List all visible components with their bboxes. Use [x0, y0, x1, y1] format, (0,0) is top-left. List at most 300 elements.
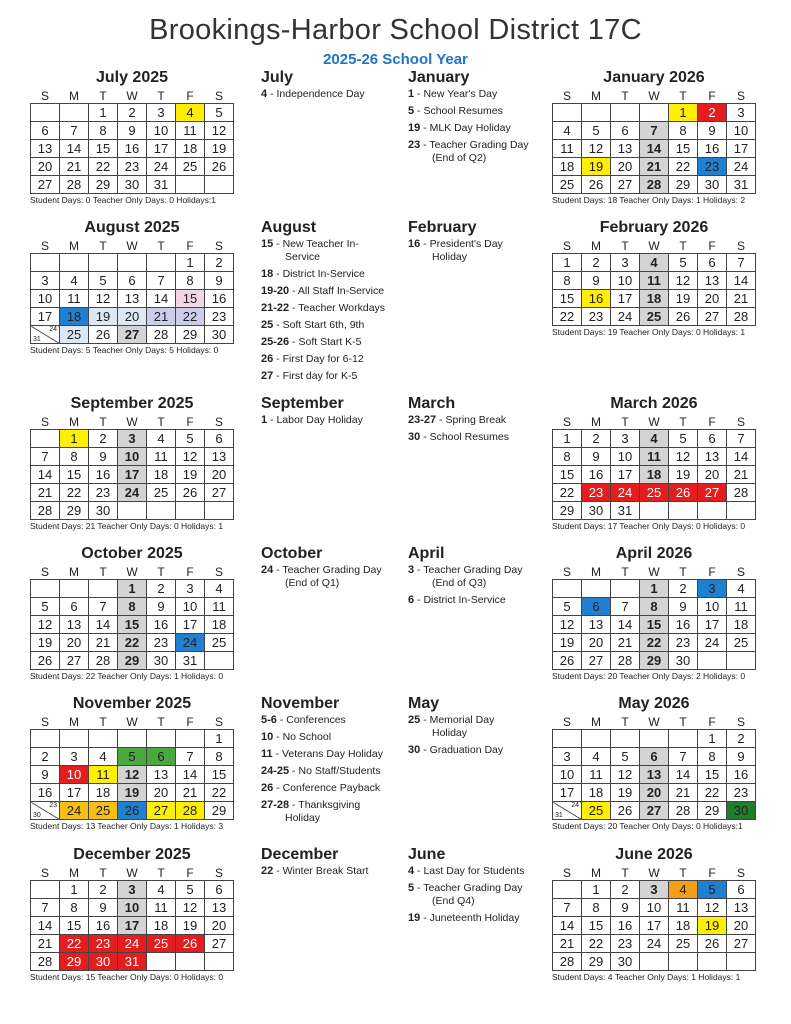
day-cell: 7: [727, 430, 756, 448]
day-cell: 9: [31, 766, 60, 784]
day-cell: 16: [147, 616, 176, 634]
day-cell: 28: [147, 326, 176, 344]
event-date: 3: [408, 564, 415, 576]
day-cell: 31: [611, 502, 640, 520]
weekday-label: F: [186, 714, 194, 729]
day-cell: 2: [727, 730, 756, 748]
weekday-label: T: [621, 414, 629, 429]
day-cell: 2: [89, 430, 118, 448]
day-cell: 22: [553, 484, 582, 502]
events-heading: September: [261, 395, 344, 412]
event-date: 5: [408, 882, 415, 894]
weekday-label: M: [69, 714, 79, 729]
day-cell: 29: [118, 652, 147, 670]
day-cell: 3: [118, 881, 147, 899]
weekday-label: M: [591, 865, 601, 880]
event-date: 19: [408, 122, 421, 134]
day-cell: 17: [31, 308, 60, 326]
event-item: 19 - Juneteenth Holiday: [408, 912, 520, 924]
event-description: School Resumes: [429, 431, 509, 443]
day-cell: 28: [640, 176, 669, 194]
event-description: No Staff/Students: [298, 765, 381, 777]
day-cell: 25: [147, 484, 176, 502]
events-column: [261, 218, 403, 387]
month-title: March 2026: [610, 395, 698, 412]
month-stats: Student Days: 4 Teacher Only Days: 1 Holidays: 1: [552, 972, 741, 982]
event-item: 1 - New Year's Day: [408, 88, 498, 100]
day-cell: 11: [640, 448, 669, 466]
month-calendar: [552, 845, 756, 982]
day-cell: 27: [31, 176, 60, 194]
day-cell: 6: [727, 881, 756, 899]
day-cell: 19: [669, 466, 698, 484]
empty-day-cell: [31, 730, 60, 748]
day-cell: 15: [553, 290, 582, 308]
day-cell: 18: [60, 308, 89, 326]
day-cell: 8: [205, 748, 234, 766]
day-cell: 19: [31, 634, 60, 652]
empty-day-cell: [669, 502, 698, 520]
day-cell: 2: [611, 881, 640, 899]
week-row: [553, 784, 756, 802]
day-cell: 25: [147, 935, 176, 953]
day-cell: 15: [205, 766, 234, 784]
event-item: 5 - Teacher Grading Day (End Q4): [408, 882, 550, 908]
day-cell: 14: [31, 466, 60, 484]
weekday-label: S: [562, 564, 571, 579]
week-row: [553, 466, 756, 484]
day-cell: 24: [727, 158, 756, 176]
month-calendar: [552, 68, 756, 205]
day-cell: 10: [640, 899, 669, 917]
empty-day-cell: [698, 652, 727, 670]
day-cell: 22: [698, 784, 727, 802]
day-cell: 24: [640, 935, 669, 953]
day-cell: 13: [611, 140, 640, 158]
day-cell: 13: [640, 766, 669, 784]
day-cell: 3: [698, 580, 727, 598]
day-cell: 17: [640, 917, 669, 935]
weekday-label: S: [214, 414, 223, 429]
day-cell: 2: [147, 580, 176, 598]
weekday-label: W: [648, 88, 660, 103]
events-heading: February: [408, 219, 477, 236]
day-cell: 13: [205, 899, 234, 917]
day-cell: 30: [118, 176, 147, 194]
empty-day-cell: [31, 104, 60, 122]
day-cell: 15: [89, 140, 118, 158]
day-cell: 10: [611, 448, 640, 466]
day-cell: 17: [553, 784, 582, 802]
day-cell: 16: [698, 140, 727, 158]
day-cell: 4: [553, 122, 582, 140]
week-row: [553, 580, 756, 598]
weekday-label: M: [69, 238, 79, 253]
day-cell: 11: [640, 272, 669, 290]
weekday-header-row: [553, 714, 756, 730]
day-cell: 27: [640, 802, 669, 820]
event-item: 10 - No School: [261, 731, 332, 743]
day-cell: 16: [31, 784, 60, 802]
day-cell: 31: [727, 176, 756, 194]
day-cell: 18: [640, 290, 669, 308]
day-cell: 3: [176, 580, 205, 598]
week-row: [31, 430, 234, 448]
weekday-label: F: [708, 414, 716, 429]
day-cell: 1: [553, 430, 582, 448]
month-title: June 2026: [615, 846, 693, 863]
day-cell: 12: [669, 448, 698, 466]
day-cell: 16: [89, 917, 118, 935]
day-cell: 7: [147, 272, 176, 290]
empty-day-cell: [727, 953, 756, 971]
day-cell: 28: [60, 176, 89, 194]
day-cell: 17: [727, 140, 756, 158]
day-cell: 21: [669, 784, 698, 802]
day-cell: 13: [31, 140, 60, 158]
events-heading: August: [261, 219, 317, 236]
week-row: [31, 466, 234, 484]
day-cell: 11: [147, 448, 176, 466]
event-item: 30 - School Resumes: [408, 431, 509, 443]
day-cell: 8: [553, 272, 582, 290]
empty-day-cell: [60, 730, 89, 748]
day-cell: 3: [60, 748, 89, 766]
day-cell: 15: [176, 290, 205, 308]
day-cell: 9: [611, 899, 640, 917]
day-cell: 15: [60, 917, 89, 935]
day-cell: 8: [640, 598, 669, 616]
empty-day-cell: [31, 580, 60, 598]
weekday-label: W: [126, 865, 138, 880]
day-cell: 7: [31, 899, 60, 917]
month-title: May 2026: [618, 695, 690, 712]
day-cell: 6: [118, 272, 147, 290]
day-cell: 21: [640, 158, 669, 176]
day-cell: 12: [582, 140, 611, 158]
day-number: 24: [49, 326, 57, 333]
day-cell: 18: [205, 616, 234, 634]
week-row: [553, 104, 756, 122]
day-cell: 17: [611, 290, 640, 308]
day-cell: 19: [611, 784, 640, 802]
day-cell: 31: [176, 652, 205, 670]
day-cell: 12: [553, 616, 582, 634]
day-cell: 19: [582, 158, 611, 176]
day-cell: 21: [611, 634, 640, 652]
month-title: December 2025: [73, 846, 191, 863]
event-description: Thanksgiving: [298, 799, 361, 811]
day-cell: 9: [118, 122, 147, 140]
day-cell: 25: [582, 802, 611, 820]
weekday-label: F: [708, 865, 716, 880]
month-stats: Student Days: 5 Teacher Only Days: 5 Holidays: 0: [30, 345, 219, 355]
month-calendar: [552, 218, 756, 337]
day-cell: 20: [727, 917, 756, 935]
weekday-label: W: [648, 865, 660, 880]
day-cell: 22: [640, 634, 669, 652]
event-description: Independence Day: [276, 88, 365, 100]
page-subtitle: 2025-26 School Year: [323, 51, 468, 68]
day-cell: 27: [147, 802, 176, 820]
day-cell: 18: [176, 140, 205, 158]
weekday-label: F: [186, 414, 194, 429]
event-description: Spring Break: [445, 414, 507, 426]
week-row: [553, 748, 756, 766]
day-cell: 26: [176, 935, 205, 953]
day-cell: 1: [640, 580, 669, 598]
event-item: 16 - President's Day Holiday: [408, 238, 550, 264]
weekday-label: S: [562, 714, 571, 729]
weekday-label: T: [99, 714, 107, 729]
day-cell: 21: [553, 935, 582, 953]
event-item: 15 - New Teacher In- Service: [261, 238, 403, 264]
month-stats: Student Days: 18 Teacher Only Days: 1 Holidays: 2: [552, 195, 746, 205]
day-cell: 20: [205, 917, 234, 935]
month-title: February 2026: [599, 219, 709, 236]
empty-day-cell: [611, 580, 640, 598]
day-cell: 1: [176, 254, 205, 272]
empty-day-cell: [176, 953, 205, 971]
month-grid: [552, 564, 756, 670]
week-row: [31, 484, 234, 502]
weekday-label: S: [40, 238, 49, 253]
day-cell: 10: [698, 598, 727, 616]
day-cell: 17: [60, 784, 89, 802]
event-date: 25: [261, 319, 274, 331]
day-cell: 6: [611, 122, 640, 140]
weekday-label: T: [99, 865, 107, 880]
day-cell: 21: [147, 308, 176, 326]
month-grid: [30, 865, 234, 971]
day-cell: 26: [553, 652, 582, 670]
empty-day-cell: [669, 953, 698, 971]
week-row: [553, 158, 756, 176]
month-grid: [30, 238, 234, 344]
day-cell: 18: [582, 784, 611, 802]
month-title: April 2026: [615, 545, 693, 562]
weekday-label: S: [736, 865, 745, 880]
weekday-label: F: [708, 238, 716, 253]
day-cell: 6: [698, 430, 727, 448]
weekday-label: T: [99, 414, 107, 429]
day-cell: 29: [698, 802, 727, 820]
day-cell: 18: [640, 466, 669, 484]
day-cell: 2: [582, 254, 611, 272]
day-cell: 11: [60, 290, 89, 308]
events-column: [261, 845, 403, 882]
event-description: Graduation Day: [429, 744, 504, 756]
weekday-label: S: [40, 714, 49, 729]
week-row: [553, 953, 756, 971]
empty-day-cell: [89, 254, 118, 272]
day-cell: 24: [698, 634, 727, 652]
day-cell: 4: [640, 430, 669, 448]
day-cell: 7: [60, 122, 89, 140]
week-row: [553, 272, 756, 290]
event-description: Conference Payback: [282, 782, 381, 794]
event-item: 26 - Conference Payback: [261, 782, 381, 794]
day-cell: 20: [205, 466, 234, 484]
day-cell: 11: [727, 598, 756, 616]
day-cell: 30: [611, 953, 640, 971]
day-cell: 25: [89, 802, 118, 820]
weekday-label: W: [126, 564, 138, 579]
day-cell: 26: [89, 326, 118, 344]
day-cell: 12: [205, 122, 234, 140]
day-cell: 22: [553, 308, 582, 326]
empty-day-cell: [205, 652, 234, 670]
day-cell: 26: [611, 802, 640, 820]
week-row: [31, 448, 234, 466]
day-cell: 3: [611, 430, 640, 448]
day-cell: 26: [698, 935, 727, 953]
day-cell: 11: [205, 598, 234, 616]
event-item: 19-20 - All Staff In-Service: [261, 285, 385, 297]
weekday-label: F: [186, 238, 194, 253]
week-row: [553, 290, 756, 308]
day-cell: 9: [89, 899, 118, 917]
weekday-label: F: [708, 564, 716, 579]
weekday-label: T: [679, 564, 687, 579]
day-cell: 23: [582, 484, 611, 502]
week-row: [31, 802, 234, 820]
day-cell: 14: [176, 766, 205, 784]
day-cell: 27: [118, 326, 147, 344]
day-cell: 22: [118, 634, 147, 652]
event-item: 4 - Last Day for Students: [408, 865, 525, 877]
day-cell: 20: [60, 634, 89, 652]
weekday-header-row: [31, 238, 234, 254]
month-stats: Student Days: 20 Teacher Only Days: 0 Holidays:1: [552, 821, 743, 831]
event-description-line: (End Q4): [432, 895, 475, 907]
weekday-label: W: [126, 88, 138, 103]
events-heading: January: [408, 69, 470, 86]
weekday-label: M: [591, 238, 601, 253]
day-cell: 27: [698, 308, 727, 326]
weekday-header-row: [553, 414, 756, 430]
day-cell: 13: [582, 616, 611, 634]
weekday-header-row: [553, 865, 756, 881]
day-cell: 29: [553, 502, 582, 520]
day-cell: 24: [118, 484, 147, 502]
day-cell: 22: [60, 484, 89, 502]
day-cell: 4: [669, 881, 698, 899]
events-heading: April: [408, 545, 445, 562]
events-column: [261, 68, 403, 105]
month-calendar: [30, 68, 234, 205]
day-cell: 22: [669, 158, 698, 176]
week-row: [553, 140, 756, 158]
week-row: [31, 784, 234, 802]
weekday-label: S: [736, 414, 745, 429]
day-cell: 26: [669, 484, 698, 502]
day-cell: 6: [31, 122, 60, 140]
week-row: [31, 899, 234, 917]
event-date: 22: [261, 865, 274, 877]
day-cell: 27: [611, 176, 640, 194]
week-row: [553, 616, 756, 634]
day-cell: 15: [553, 466, 582, 484]
week-row: [31, 730, 234, 748]
event-description: President's Day: [429, 238, 503, 250]
weekday-label: T: [621, 865, 629, 880]
day-cell: 8: [89, 122, 118, 140]
day-cell: 15: [669, 140, 698, 158]
day-cell: 10: [31, 290, 60, 308]
day-cell: 24: [611, 484, 640, 502]
weekday-label: W: [126, 414, 138, 429]
day-cell: 11: [669, 899, 698, 917]
day-cell: 19: [698, 917, 727, 935]
event-item: 24-25 - No Staff/Students: [261, 765, 381, 777]
weekday-header-row: [31, 714, 234, 730]
empty-day-cell: [31, 881, 60, 899]
weekday-label: T: [99, 88, 107, 103]
day-cell: 17: [176, 616, 205, 634]
month-stats: Student Days: 17 Teacher Only Days: 0 Holidays: 0: [552, 521, 746, 531]
empty-day-cell: [582, 580, 611, 598]
day-cell: 6: [582, 598, 611, 616]
weekday-label: S: [214, 865, 223, 880]
week-row: [31, 652, 234, 670]
week-row: [553, 730, 756, 748]
day-cell: 30: [669, 652, 698, 670]
split-day-cell: [553, 802, 582, 820]
event-description-line: Holiday: [432, 251, 468, 263]
empty-day-cell: [640, 104, 669, 122]
event-description: Conferences: [286, 714, 346, 726]
month-grid: [30, 714, 234, 820]
page-title: Brookings-Harbor School District 17C: [149, 14, 642, 46]
day-cell: 27: [60, 652, 89, 670]
day-cell: 9: [89, 448, 118, 466]
events-column: [261, 394, 403, 431]
day-cell: 28: [611, 652, 640, 670]
week-row: [553, 176, 756, 194]
event-description: MLK Day Holiday: [429, 122, 511, 134]
weekday-label: T: [679, 88, 687, 103]
day-cell: 28: [553, 953, 582, 971]
day-cell: 14: [60, 140, 89, 158]
day-cell: 17: [147, 140, 176, 158]
day-number: 31: [33, 336, 41, 343]
weekday-label: W: [126, 238, 138, 253]
day-cell: 23: [669, 634, 698, 652]
empty-day-cell: [147, 953, 176, 971]
empty-day-cell: [205, 953, 234, 971]
day-cell: 24: [176, 634, 205, 652]
day-cell: 7: [31, 448, 60, 466]
weekday-header-row: [553, 88, 756, 104]
day-cell: 4: [89, 748, 118, 766]
weekday-label: S: [40, 414, 49, 429]
event-description: Soft Start 6th, 9th: [282, 319, 365, 331]
day-cell: 28: [31, 953, 60, 971]
day-cell: 5: [553, 598, 582, 616]
day-cell: 16: [727, 766, 756, 784]
day-cell: 5: [89, 272, 118, 290]
week-row: [553, 899, 756, 917]
day-cell: 1: [553, 254, 582, 272]
event-item: 19 - MLK Day Holiday: [408, 122, 511, 134]
event-description: Teacher Grading Day: [282, 564, 382, 576]
event-date: 19: [408, 912, 421, 924]
empty-day-cell: [553, 730, 582, 748]
weekday-label: S: [214, 714, 223, 729]
day-cell: 7: [611, 598, 640, 616]
weekday-label: S: [562, 865, 571, 880]
